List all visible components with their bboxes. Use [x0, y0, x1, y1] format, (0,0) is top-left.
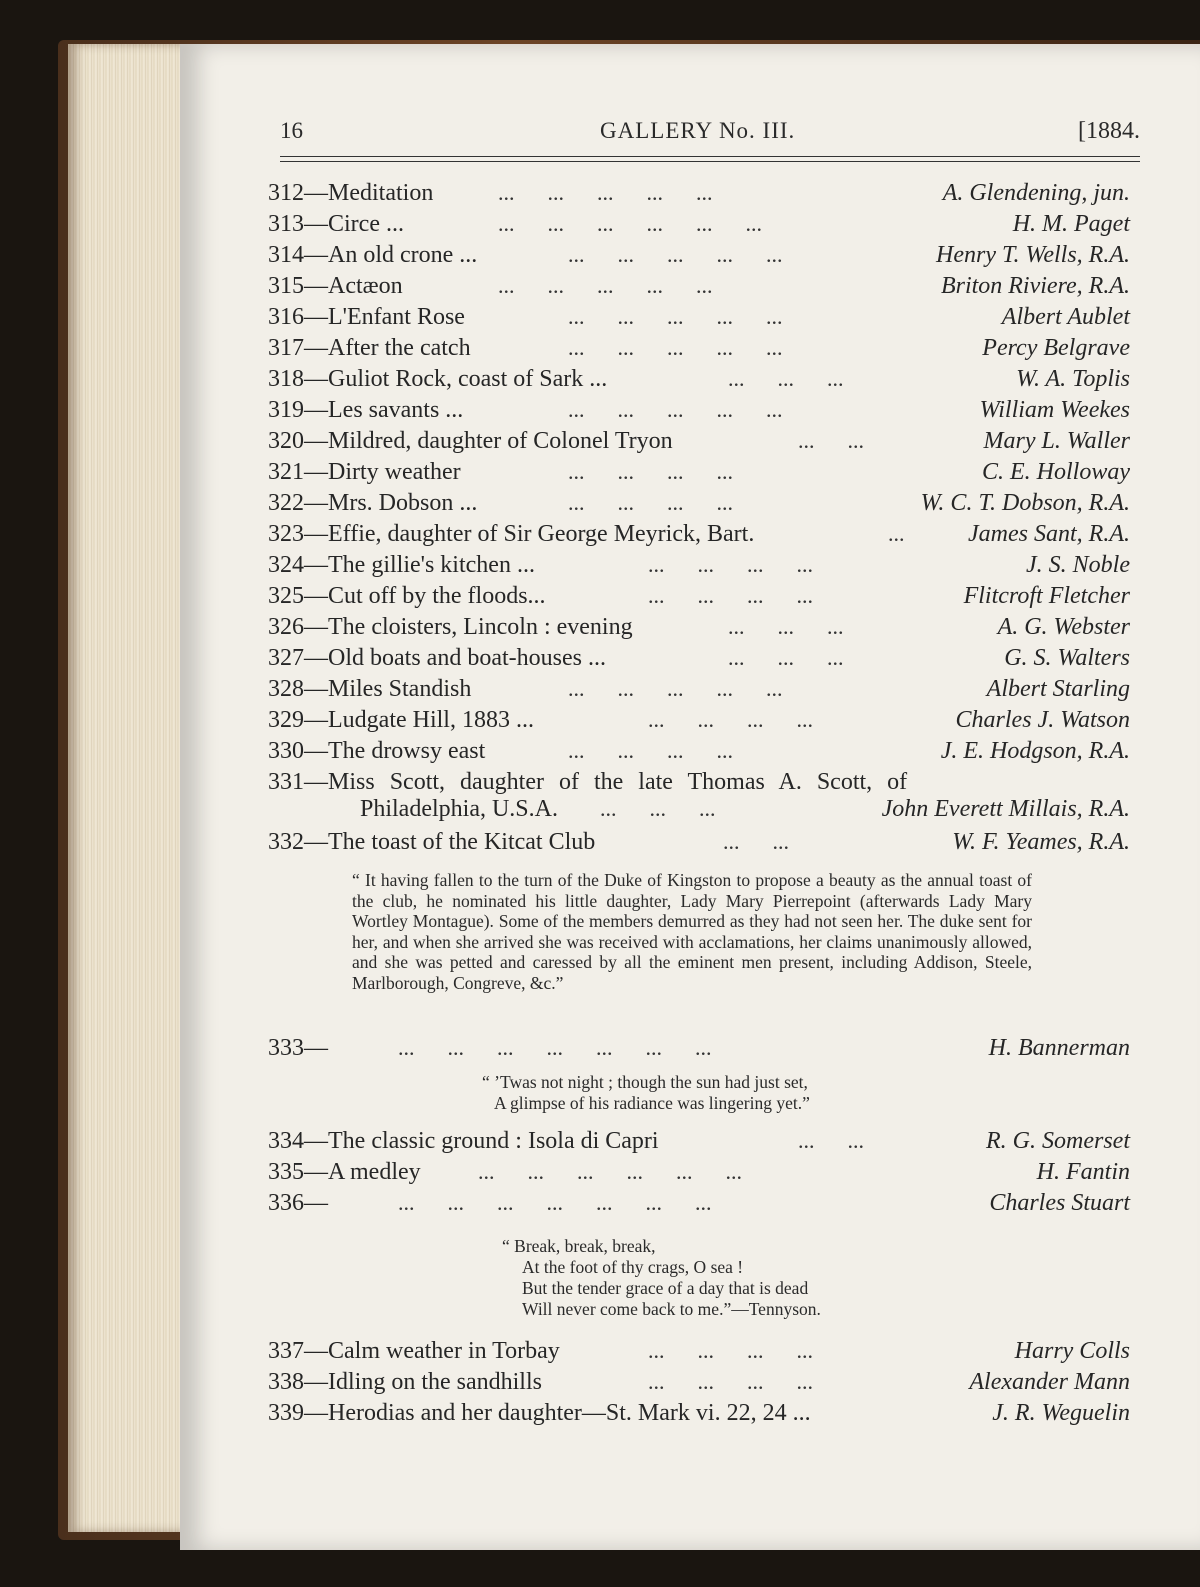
entry-title: 330—The drowsy east	[268, 738, 486, 764]
entry-320	[268, 428, 1130, 459]
dot-leader: ... ... ... ...	[648, 1338, 813, 1363]
entry-title: 329—Ludgate Hill, 1883 ...	[268, 707, 534, 733]
entry-title: 327—Old boats and boat-houses ...	[268, 645, 606, 671]
entry-title: 339—Herodias and her daughter—St. Mark vi. 22, 24 ...	[268, 1400, 811, 1426]
entry-artist: W. C. T. Dobson, R.A.	[920, 490, 1130, 516]
entry-artist: Charles Stuart	[989, 1190, 1130, 1216]
entry-337	[268, 1338, 1130, 1369]
entry-artist: C. E. Holloway	[982, 459, 1130, 485]
dot-leader: ... ... ...	[728, 645, 844, 670]
entry-338	[268, 1369, 1130, 1400]
entry-313	[268, 211, 1130, 242]
entry-artist: Henry T. Wells, R.A.	[936, 242, 1130, 268]
entry-319	[268, 397, 1130, 428]
entry-artist: J. S. Noble	[1026, 552, 1130, 578]
entry-artist: Percy Belgrave	[982, 335, 1130, 361]
entry-artist: John Everett Millais, R.A.	[881, 796, 1130, 822]
entry-title: 326—The cloisters, Lincoln : evening	[268, 614, 633, 640]
year-mark: [1884.	[1078, 118, 1140, 144]
dot-leader: ... ... ... ... ...	[568, 676, 783, 701]
entry-322	[268, 490, 1130, 521]
entry-artist: J. E. Hodgson, R.A.	[940, 738, 1130, 764]
entry-325	[268, 583, 1130, 614]
entry-title: 314—An old crone ...	[268, 242, 478, 268]
entry-title: 336—	[268, 1190, 328, 1216]
entry-title: 322—Mrs. Dobson ...	[268, 490, 478, 516]
dot-leader: ...	[888, 521, 905, 546]
entry-333	[268, 1035, 1130, 1066]
dot-leader: ... ... ... ... ... ... ...	[398, 1190, 712, 1215]
entry-artist: Albert Aublet	[1001, 304, 1130, 330]
dot-leader: ... ... ... ... ... ...	[498, 211, 762, 236]
entry-title: 318—Guliot Rock, coast of Sark ...	[268, 366, 608, 392]
entry-title: 321—Dirty weather	[268, 459, 461, 485]
dot-leader: ... ... ... ... ...	[498, 180, 713, 205]
entry-artist: H. Fantin	[1036, 1159, 1130, 1185]
entry-326	[268, 614, 1130, 645]
dot-leader: ... ...	[798, 1128, 864, 1153]
verse-line: Will never come back to me.”—Tennyson.	[522, 1299, 821, 1319]
dot-leader: ... ... ... ... ...	[568, 397, 783, 422]
entry-316	[268, 304, 1130, 335]
dot-leader: ... ... ... ...	[568, 490, 733, 515]
dot-leader: ... ... ... ...	[568, 738, 733, 763]
dot-leader: ... ... ...	[728, 366, 844, 391]
dot-leader: ... ... ... ...	[568, 459, 733, 484]
entry-312	[268, 180, 1130, 211]
entry-title: 324—The gillie's kitchen ...	[268, 552, 535, 578]
entry-317	[268, 335, 1130, 366]
dot-leader: ... ... ... ...	[648, 583, 813, 608]
entry-artist: Alexander Mann	[969, 1369, 1130, 1395]
dot-leader: ... ...	[723, 829, 789, 854]
dot-leader: ... ... ... ... ... ...	[478, 1159, 742, 1184]
entry-artist: G. S. Walters	[1004, 645, 1130, 671]
dot-leader: ... ...	[798, 428, 864, 453]
entry-title: 331—Miss Scott, daughter of the late Thomas A. Scott, of	[268, 769, 908, 795]
verse-line: A glimpse of his radiance was lingering yet.”	[494, 1093, 810, 1113]
entry-title: 337—Calm weather in Torbay	[268, 1338, 560, 1364]
verse-line: “ Break, break, break,	[502, 1236, 656, 1256]
verse-line: “ ’Twas not night ; though the sun had just set,	[482, 1072, 808, 1092]
entry-321	[268, 459, 1130, 490]
header-rule	[280, 156, 1140, 157]
entry-title: 332—The toast of the Kitcat Club	[268, 829, 596, 855]
entry-title: 325—Cut off by the floods...	[268, 583, 546, 609]
running-header	[280, 118, 1140, 158]
entry-title: 319—Les savants ...	[268, 397, 464, 423]
dot-leader: ... ... ...	[728, 614, 844, 639]
entry-title: 334—The classic ground : Isola di Capri	[268, 1128, 659, 1154]
dot-leader: ... ... ... ... ...	[498, 273, 713, 298]
header-rule-thin	[280, 161, 1140, 162]
entry-artist: R. G. Somerset	[986, 1128, 1130, 1154]
entry-title: 313—Circe ...	[268, 211, 404, 237]
entry-artist: W. A. Toplis	[1016, 366, 1130, 392]
dot-leader: ... ... ... ... ... ... ...	[398, 1035, 712, 1060]
catalogue-page	[180, 44, 1200, 1550]
entry-title: 335—A medley	[268, 1159, 421, 1185]
dot-leader: ... ... ... ...	[648, 552, 813, 577]
entry-334	[268, 1128, 1130, 1159]
entry-327	[268, 645, 1130, 676]
entry-artist: William Weekes	[979, 397, 1130, 423]
verse-336	[502, 1236, 821, 1320]
entry-314	[268, 242, 1130, 273]
dot-leader: ... ... ...	[600, 796, 716, 821]
entry-title: 317—After the catch	[268, 335, 471, 361]
entry-330	[268, 738, 1130, 769]
entry-artist: Albert Starling	[986, 676, 1130, 702]
entry-artist: H. Bannerman	[988, 1035, 1130, 1061]
quotation-kitcat: “ It having fallen to the turn of the Duke of Kingston to propose a beauty as the annual toast of the club, he nominated his little daughter, Lady Mary Pierrepoint (afterwards Lady Mary Wortley Montague). Some of the members demurred as they had not seen her. The duke sent for her, and when she arrived she was received with acclamations, her claims unanimously allowed, and she was petted and caressed by all the eminent men present, including Addison, Steele, Marlborough, Congreve, &c.”	[352, 870, 1032, 993]
entry-324	[268, 552, 1130, 583]
entry-title: 333—	[268, 1035, 328, 1061]
entry-artist: Mary L. Waller	[983, 428, 1130, 454]
verse-333	[482, 1072, 810, 1114]
entry-artist: Harry Colls	[1014, 1338, 1130, 1364]
dot-leader: ... ... ... ...	[648, 707, 813, 732]
entry-332	[268, 829, 1130, 860]
entry-336	[268, 1190, 1130, 1221]
entry-artist: J. R. Weguelin	[992, 1400, 1130, 1426]
dot-leader: ... ... ... ... ...	[568, 335, 783, 360]
entry-artist: A. G. Webster	[997, 614, 1130, 640]
entry-329	[268, 707, 1130, 738]
entry-title: Philadelphia, U.S.A.	[360, 796, 558, 822]
verse-line: At the foot of thy crags, O sea !	[522, 1257, 744, 1277]
entry-artist: Flitcroft Fletcher	[963, 583, 1130, 609]
entry-artist: Briton Riviere, R.A.	[940, 273, 1130, 299]
dot-leader: ... ... ... ...	[648, 1369, 813, 1394]
entry-title: 338—Idling on the sandhills	[268, 1369, 542, 1395]
entry-artist: W. F. Yeames, R.A.	[952, 829, 1130, 855]
entry-title: 316—L'Enfant Rose	[268, 304, 465, 330]
entry-323	[268, 521, 1130, 552]
entry-artist: H. M. Paget	[1012, 211, 1130, 237]
entry-title: 320—Mildred, daughter of Colonel Tryon	[268, 428, 673, 454]
entry-title: 312—Meditation	[268, 180, 434, 206]
dot-leader: ... ... ... ... ...	[568, 304, 783, 329]
gallery-title: GALLERY No. III.	[600, 118, 796, 143]
entry-335	[268, 1159, 1130, 1190]
entry-artist: Charles J. Watson	[955, 707, 1130, 733]
entry-artist: A. Glendening, jun.	[942, 180, 1130, 206]
page-edges	[68, 44, 188, 1532]
entry-title: 323—Effie, daughter of Sir George Meyrick, Bart.	[268, 521, 755, 547]
entry-331-continuation	[360, 796, 1130, 827]
dot-leader: ... ... ... ... ...	[568, 242, 783, 267]
entry-title: 328—Miles Standish	[268, 676, 472, 702]
entry-339	[268, 1400, 1130, 1431]
page-number: 16	[280, 118, 303, 143]
entry-328	[268, 676, 1130, 707]
entry-315	[268, 273, 1130, 304]
verse-line: But the tender grace of a day that is dead	[522, 1278, 809, 1298]
entry-title: 315—Actæon	[268, 273, 403, 299]
entry-318	[268, 366, 1130, 397]
entry-artist: James Sant, R.A.	[968, 521, 1130, 547]
